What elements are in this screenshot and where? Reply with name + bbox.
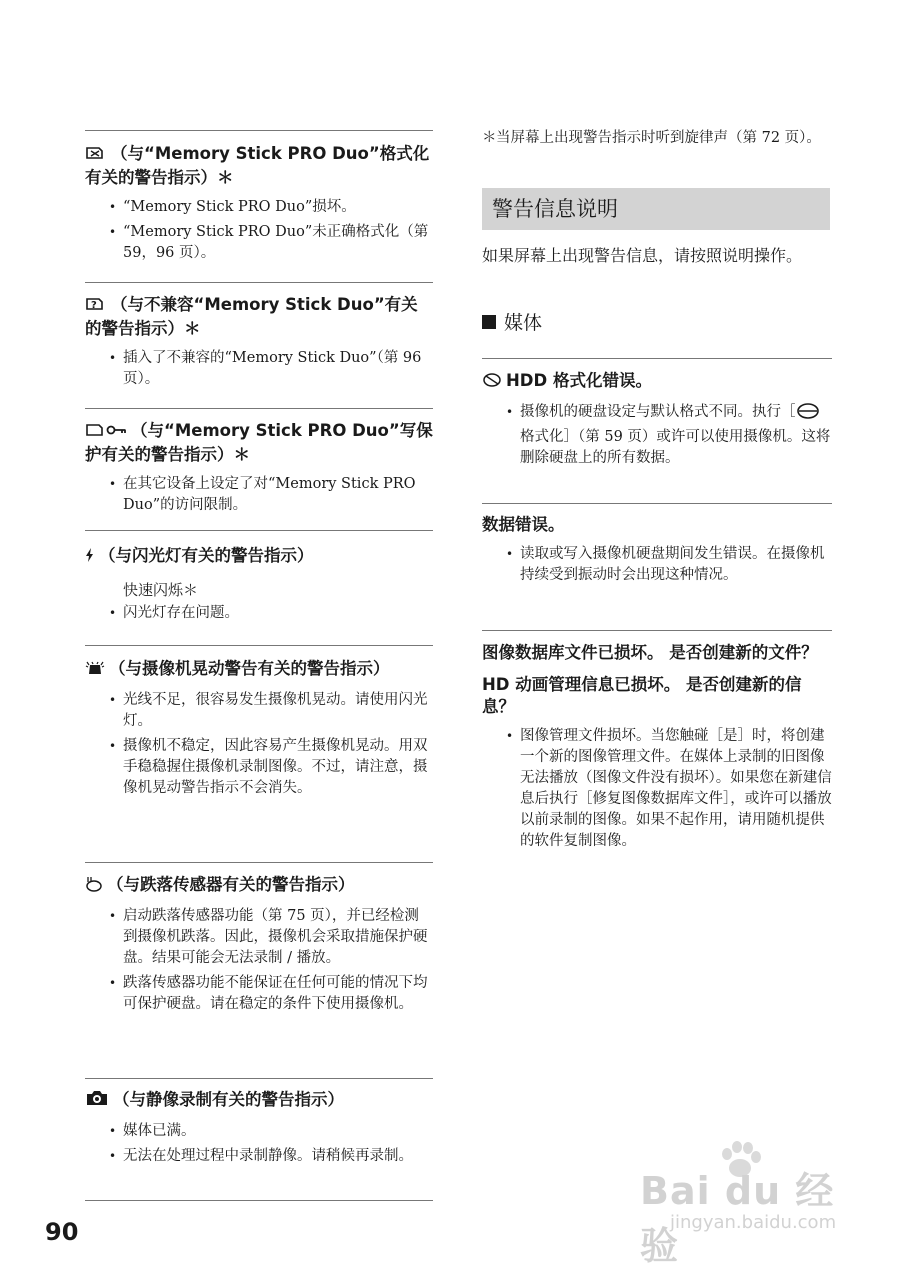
still-image-recording-warning-icon — [85, 1089, 109, 1113]
section-heading: （与跌落传感器有关的警告指示） — [85, 874, 433, 898]
section-heading: HD 动画管理信息已损坏。 是否创建新的信息？ — [482, 675, 802, 716]
section-heading: HDD 格式化错误。 — [482, 370, 832, 394]
section-camera-shake — [85, 658, 433, 803]
section-data-error — [482, 514, 832, 590]
memory-stick-format-warning-icon — [85, 145, 107, 167]
watermark-logo: Bai du 经验 — [640, 1169, 835, 1268]
section-incompatible-ms — [85, 294, 433, 394]
flash-warning-icon — [85, 547, 95, 569]
note-mark: ＊ — [482, 130, 497, 146]
section-heading: 数据错误。 — [482, 515, 565, 534]
note-text: 当屏幕上出现警告指示时听到旋律声（第 72 页）。 — [496, 130, 821, 146]
page-number: 90 — [45, 1218, 79, 1246]
section-database-error — [482, 642, 832, 856]
subheading: 快速闪烁＊ — [123, 581, 199, 599]
section-heading: （与“Memory Stick PRO Duo”写保护有关的警告指示）＊ — [85, 421, 433, 464]
hdd-warning-icon — [482, 372, 502, 394]
svg-text:?: ? — [91, 300, 97, 311]
list-item: • 读取或写入摄像机硬盘期间发生错误。在摄像机持续受到振动时会出现这种情况。 — [520, 544, 832, 586]
incompatible-memory-stick-icon — [85, 296, 107, 318]
list-item: • 光线不足，很容易发生摄像机晃动。请使用闪光灯。 — [123, 690, 433, 732]
watermark-url: jingyan.baidu.com — [670, 1212, 837, 1233]
divider — [85, 530, 433, 531]
list-item: • “Memory Stick PRO Duo”损坏。 — [123, 197, 433, 218]
section-heading: （与闪光灯有关的警告指示） — [85, 545, 433, 569]
divider — [85, 645, 433, 646]
list-item: • 媒体已满。 — [123, 1121, 433, 1142]
section-heading: （与静像录制有关的警告指示） — [85, 1089, 433, 1113]
melody-note — [482, 128, 846, 149]
warning-messages-banner: 警告信息说明 — [482, 188, 830, 230]
divider — [85, 862, 433, 863]
divider — [85, 130, 433, 131]
divider — [482, 358, 832, 359]
section-heading: （与“Memory Stick PRO Duo”格式化有关的警告指示）＊ — [85, 144, 430, 187]
list-item: • 插入了不兼容的“Memory Stick Duo”（第 96 页）。 — [123, 348, 433, 390]
list-item: • 无法在处理过程中录制静像。请稍候再录制。 — [123, 1146, 433, 1167]
square-bullet-icon — [482, 315, 496, 329]
section-ms-write-protect — [85, 420, 433, 520]
list-item: • 图像管理文件损坏。当您触碰［是］时，将创建一个新的图像管理文件。在媒体上录制的旧图像无法播放（图像文件没有损坏）。如果您在新建信息后执行［修复图像数据库文件］，或许可以播放以前录制的图像。如果不起作用，请用随机提供的软件复制图像。 — [520, 726, 832, 852]
divider — [85, 1078, 433, 1079]
section-flash — [85, 545, 433, 628]
divider — [85, 282, 433, 283]
section-drop-sensor — [85, 874, 433, 1019]
section-still-recording — [85, 1089, 433, 1171]
section-ms-format — [85, 143, 433, 268]
divider — [85, 408, 433, 409]
list-item: • 跌落传感器功能不能保证在任何可能的情况下均可保护硬盘。请在稳定的条件下使用摄像机。 — [123, 973, 433, 1015]
section-heading: ? （与不兼容“Memory Stick Duo”有关的警告指示）＊ — [85, 295, 418, 338]
media-heading: 媒体 — [482, 310, 832, 336]
section-heading: 图像数据库文件已损坏。 是否创建新的文件？ — [482, 643, 818, 662]
drop-sensor-warning-icon — [85, 876, 103, 898]
right-column — [482, 0, 832, 849]
section-hdd-format-error — [482, 370, 832, 473]
baidu-watermark — [640, 1140, 860, 1268]
list-item: • 摄像机不稳定，因此容易产生摄像机晃动。用双手稳稳握住摄像机录制图像。不过，请注意，摄像机晃动警告指示不会消失。 — [123, 736, 433, 799]
intro-paragraph: 如果屏幕上出现警告信息，请按照说明操作。 — [482, 246, 803, 265]
list-item: • 在其它设备上设定了对“Memory Stick PRO Duo”的访问限制。 — [123, 474, 433, 516]
list-item: • 启动跌落传感器功能（第 75 页），并已经检测到摄像机跌落。因此，摄像机会采取措施保护硬盘。结果可能会无法录制 / 播放。 — [123, 906, 433, 969]
list-item: • 闪光灯存在问题。 — [123, 603, 433, 624]
memory-stick-write-protect-icon — [85, 422, 127, 444]
camera-shake-warning-icon — [85, 660, 105, 682]
hdd-icon — [796, 402, 820, 427]
divider — [482, 630, 832, 631]
divider — [482, 503, 832, 504]
section-heading: （与摄像机晃动警告有关的警告指示） — [85, 658, 433, 682]
list-item: • 摄像机的硬盘设定与默认格式不同。执行［格式化］（第 59 页）或许可以使用摄像机。这将删除硬盘上的所有数据。 — [520, 402, 832, 469]
divider — [85, 1200, 433, 1201]
list-item: • “Memory Stick PRO Duo”未正确格式化（第 59，96 页）。 — [123, 222, 433, 264]
